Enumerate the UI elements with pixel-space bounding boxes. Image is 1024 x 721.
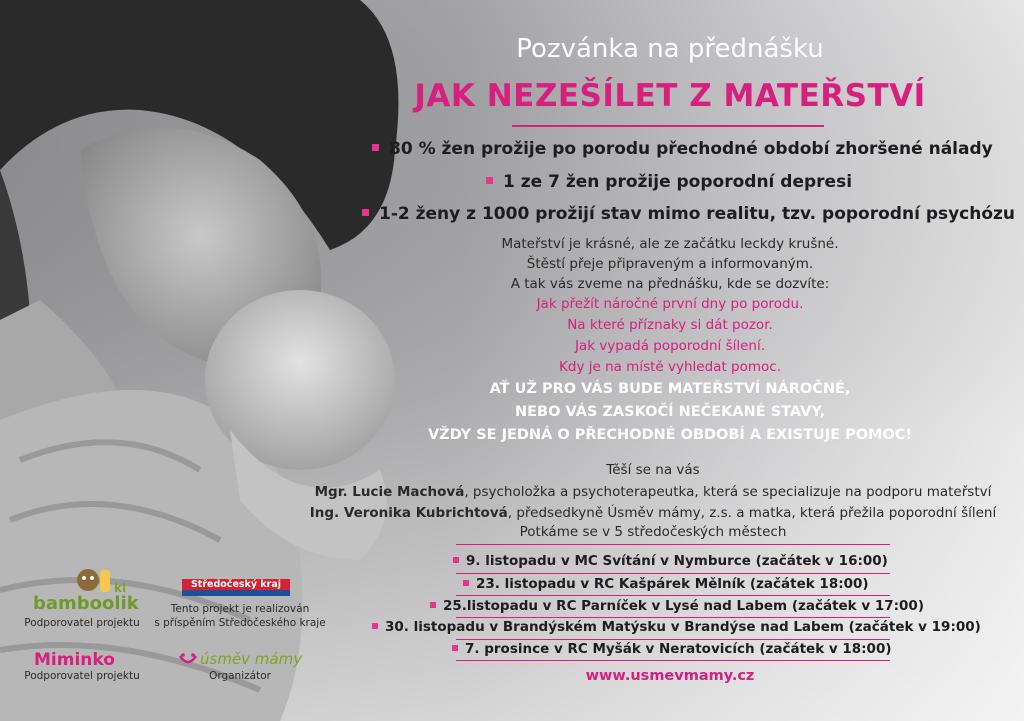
stredocesky-name: Středočeský kraj: [190, 579, 282, 590]
stat-item: 80 % žen prožije po porodu přechodné období zhoršené nálady: [372, 139, 993, 159]
speaker-name: Ing. Veronika Kubrichtová: [309, 505, 508, 521]
speaker-line: [300, 484, 1006, 500]
topic-line: Na které příznaky si dát pozor.: [567, 317, 773, 333]
svg-text:kl: kl: [114, 581, 127, 595]
bullet-icon: [486, 177, 493, 184]
speakers-intro: Těší se na vás: [606, 462, 700, 478]
intro-line: A tak vás zveme na přednášku, kde se dozvíte:: [510, 276, 830, 292]
intro-line: Mateřství je krásné, ale ze začátku leckdy krušné.: [501, 236, 839, 252]
speaker-name: Mgr. Lucie Machová: [314, 484, 465, 500]
miminko-caption: Podporovatel projektu: [24, 670, 140, 682]
bullet-icon: [430, 602, 436, 608]
stredocesky-caption: Tento projekt je realizován: [170, 603, 310, 615]
usmev-logo: úsměv mámy: [200, 650, 303, 668]
event-item: 7. prosince v RC Myšák v Neratovicích (začátek v 18:00): [452, 641, 892, 657]
bamboolik-wordmark: bamboolik: [33, 593, 139, 614]
stat-item: 1-2 ženy z 1000 prožijí stav mimo realitu, tzv. poporodní psychózu: [362, 204, 1015, 224]
event-divider: [456, 639, 890, 640]
bullet-icon: [372, 623, 378, 629]
event-item: 25.listopadu v RC Parníček v Lysé nad Labem (začátek v 17:00): [430, 598, 924, 614]
stredocesky-logo: [182, 579, 290, 596]
bullet-icon: [372, 144, 379, 151]
event-divider: [456, 660, 890, 661]
bullet-icon: [452, 645, 458, 651]
usmev-caption: Organizátor: [209, 670, 271, 682]
topic-line: Jak vypadá poporodní šílení.: [574, 338, 766, 354]
message-line: AŤ UŽ PRO VÁS BUDE MATEŘSTVÍ NÁROČNÉ,: [489, 381, 851, 397]
events-divider: [456, 544, 890, 545]
lecture-title: JAK NEZEŠÍLET Z MATEŘSTVÍ: [414, 78, 926, 114]
event-divider: [456, 595, 890, 596]
message-line: VŽDY SE JEDNÁ O PŘECHODNÉ OBDOBÍ A EXISTUJE POMOC!: [427, 427, 913, 443]
title-divider: [512, 125, 824, 127]
bullet-icon: [463, 580, 469, 586]
event-item: 9. listopadu v MC Svítání v Nymburce (začátek v 16:00): [453, 553, 888, 569]
stat-item: 1 ze 7 žen prožije poporodní depresi: [486, 172, 852, 192]
event-item: 30. listopadu v Brandýském Matýsku v Brandýse nad Labem (začátek v 19:00): [372, 619, 981, 635]
speaker-line: [300, 505, 1006, 521]
cities-line: Potkáme se v 5 středočeských městech: [519, 524, 787, 540]
stredocesky-caption: s příspěním Středočeského kraje: [154, 617, 326, 629]
event-divider: [456, 573, 890, 574]
event-item: 23. listopadu v RC Kašpárek Mělník (začátek 18:00): [463, 576, 869, 592]
topic-line: Kdy je na místě vyhledat pomoc.: [559, 359, 781, 375]
topic-line: Jak přežít náročné první dny po porodu.: [536, 296, 804, 312]
event-divider: [456, 617, 890, 618]
speaker-desc: , předsedkyně Úsměv mámy, z.s. a matka, která přežila poporodní šílení: [507, 505, 997, 521]
invitation-title: Pozvánka na přednášku: [516, 34, 824, 64]
bullet-icon: [453, 557, 459, 563]
intro-line: Štěstí přeje připraveným a informovaným.: [526, 256, 814, 272]
smile-icon: [177, 652, 199, 668]
bullet-icon: [362, 209, 369, 216]
speaker-desc: , psycholožka a psychoterapeutka, která se specializuje na podporu mateřství: [464, 484, 992, 500]
website-link[interactable]: www.usmevmamy.cz: [585, 668, 755, 684]
message-line: NEBO VÁS ZASKOČÍ NEČEKANÉ STAVY,: [514, 404, 825, 420]
miminko-logo: Miminko: [34, 650, 115, 670]
bamboolik-caption: Podporovatel projektu: [24, 617, 140, 629]
